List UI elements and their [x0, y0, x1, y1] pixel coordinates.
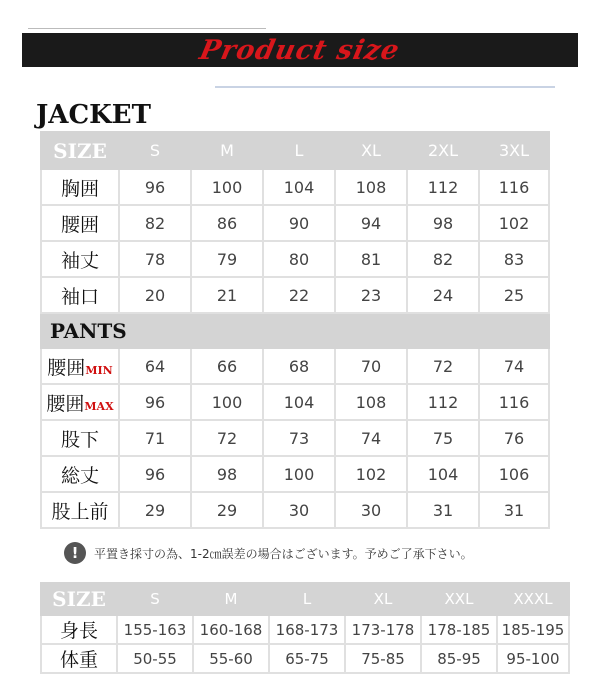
row-label [41, 348, 119, 384]
title-banner [22, 33, 578, 67]
table-cell: 104 [263, 169, 335, 205]
table-cell: 68 [263, 348, 335, 384]
exclamation-icon: ! [64, 542, 86, 564]
table-cell: 100 [191, 169, 263, 205]
table-cell: 75-85 [345, 644, 421, 673]
table-cell: 21 [191, 277, 263, 313]
size-header-cell: S [119, 132, 191, 169]
table-cell: 160-168 [193, 615, 269, 644]
table-cell: 76 [479, 420, 549, 456]
jacket-size-header-row [41, 132, 549, 169]
table-cell: 75 [407, 420, 479, 456]
table-row [41, 492, 549, 528]
table-cell: 22 [263, 277, 335, 313]
banner-title: Product size [197, 34, 403, 66]
table-cell: 82 [407, 241, 479, 277]
table-cell: 72 [407, 348, 479, 384]
min-marker: MIN [85, 363, 113, 377]
pants-section-row [41, 313, 549, 348]
table-cell: 178-185 [421, 615, 497, 644]
table-row [41, 348, 549, 384]
table-cell: 100 [191, 384, 263, 420]
table-cell: 100 [263, 456, 335, 492]
row-label: 胸囲 [41, 169, 119, 205]
table-cell: 96 [119, 384, 191, 420]
table-cell: 112 [407, 169, 479, 205]
table-cell: 31 [407, 492, 479, 528]
table-cell: 30 [263, 492, 335, 528]
table-cell: 86 [191, 205, 263, 241]
size-header-label: SIZE [41, 583, 117, 615]
table-cell: 116 [479, 169, 549, 205]
row-label-text: 腰囲 [46, 392, 85, 415]
size-header-cell: XL [345, 583, 421, 615]
row-label-text: 腰囲 [47, 356, 86, 379]
table-cell: 98 [407, 205, 479, 241]
table-cell: 80 [263, 241, 335, 277]
table-cell: 50-55 [117, 644, 193, 673]
table-cell: 23 [335, 277, 407, 313]
table-row [41, 384, 549, 420]
size-header-cell: L [263, 132, 335, 169]
table-cell: 102 [335, 456, 407, 492]
table-cell: 79 [191, 241, 263, 277]
table-cell: 112 [407, 384, 479, 420]
table-cell: 24 [407, 277, 479, 313]
row-label: 体重 [41, 644, 117, 673]
table-cell: 65-75 [269, 644, 345, 673]
jacket-heading: JACKET [36, 100, 151, 130]
size-header-cell: 3XL [479, 132, 549, 169]
table-row [41, 277, 549, 313]
table-cell: 83 [479, 241, 549, 277]
table-cell: 64 [119, 348, 191, 384]
table-cell: 73 [263, 420, 335, 456]
row-label: 腰囲 [41, 205, 119, 241]
table-cell: 82 [119, 205, 191, 241]
table-cell: 155-163 [117, 615, 193, 644]
table-cell: 104 [407, 456, 479, 492]
size-table [40, 131, 550, 529]
size-header-cell: M [193, 583, 269, 615]
max-marker: MAX [84, 399, 114, 413]
fit-table [40, 582, 570, 674]
table-cell: 96 [119, 169, 191, 205]
row-label: 股上前 [41, 492, 119, 528]
size-header-cell: XL [335, 132, 407, 169]
table-cell: 20 [119, 277, 191, 313]
size-header-cell: S [117, 583, 193, 615]
table-cell: 108 [335, 384, 407, 420]
table-row [41, 644, 569, 673]
table-cell: 116 [479, 384, 549, 420]
table-row [41, 615, 569, 644]
table-cell: 25 [479, 277, 549, 313]
table-cell: 78 [119, 241, 191, 277]
table-cell: 94 [335, 205, 407, 241]
row-label: 身長 [41, 615, 117, 644]
table-cell: 185-195 [497, 615, 569, 644]
pants-heading: PANTS [41, 313, 549, 348]
row-label [41, 384, 119, 420]
table-cell: 72 [191, 420, 263, 456]
table-cell: 29 [191, 492, 263, 528]
measurement-note [64, 540, 564, 566]
table-row [41, 420, 549, 456]
banner-underline [215, 86, 555, 88]
table-cell: 106 [479, 456, 549, 492]
size-header-cell: XXXL [497, 583, 569, 615]
size-header-cell: 2XL [407, 132, 479, 169]
top-divider [28, 28, 266, 29]
table-cell: 71 [119, 420, 191, 456]
row-label: 股下 [41, 420, 119, 456]
table-cell: 102 [479, 205, 549, 241]
table-cell: 74 [335, 420, 407, 456]
table-row [41, 205, 549, 241]
table-cell: 168-173 [269, 615, 345, 644]
table-cell: 173-178 [345, 615, 421, 644]
table-cell: 96 [119, 456, 191, 492]
table-cell: 66 [191, 348, 263, 384]
fit-size-header-row [41, 583, 569, 615]
table-cell: 30 [335, 492, 407, 528]
note-text: 平置き採寸の為、1-2㎝誤差の場合はございます。予めご了承下さい。 [94, 546, 473, 561]
table-row [41, 169, 549, 205]
table-cell: 29 [119, 492, 191, 528]
table-cell: 95-100 [497, 644, 569, 673]
table-cell: 74 [479, 348, 549, 384]
size-header-label: SIZE [41, 132, 119, 169]
row-label: 総丈 [41, 456, 119, 492]
table-cell: 104 [263, 384, 335, 420]
table-cell: 31 [479, 492, 549, 528]
table-cell: 70 [335, 348, 407, 384]
row-label: 袖口 [41, 277, 119, 313]
table-cell: 98 [191, 456, 263, 492]
table-cell: 85-95 [421, 644, 497, 673]
table-row [41, 456, 549, 492]
table-cell: 108 [335, 169, 407, 205]
size-header-cell: XXL [421, 583, 497, 615]
table-row [41, 241, 549, 277]
size-header-cell: L [269, 583, 345, 615]
size-header-cell: M [191, 132, 263, 169]
table-cell: 90 [263, 205, 335, 241]
row-label: 袖丈 [41, 241, 119, 277]
table-cell: 81 [335, 241, 407, 277]
table-cell: 55-60 [193, 644, 269, 673]
